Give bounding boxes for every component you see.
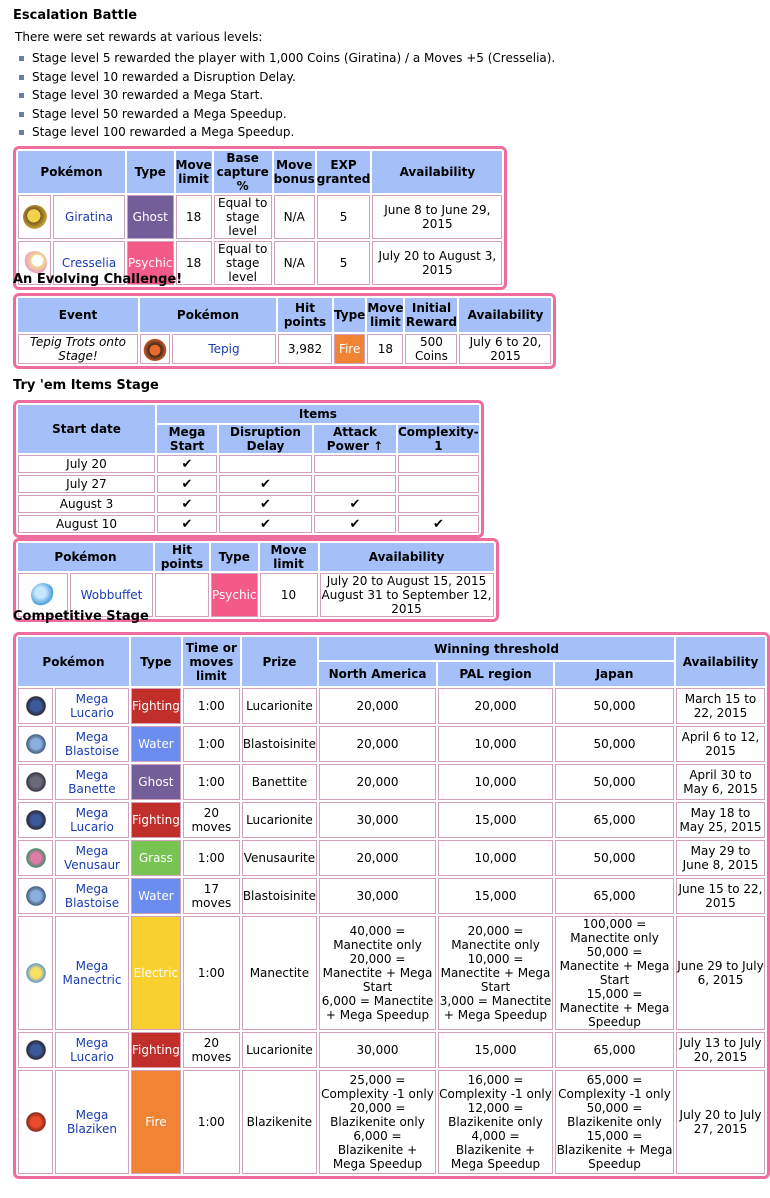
col-header: Pokémon <box>140 298 276 332</box>
col-header: Prize <box>242 637 317 686</box>
threshold-line: 15,000 <box>474 813 517 827</box>
threshold-cell <box>438 1070 553 1174</box>
cell: Banettite <box>242 764 317 800</box>
threshold-line: 20,000 <box>356 851 399 865</box>
threshold-cell <box>319 1070 436 1174</box>
section-title-evolving: An Evolving Challenge! <box>13 272 183 287</box>
check-icon: ✔ <box>157 455 217 473</box>
type-badge: Electric <box>131 916 181 1030</box>
empty-cell <box>398 495 479 513</box>
col-header: Move limit <box>176 151 212 193</box>
threshold-cell <box>438 764 553 800</box>
empty-cell <box>314 455 396 473</box>
mega-blastoise-icon <box>24 884 48 908</box>
threshold-line: 6,000 = Blazikenite + Mega Speedup <box>332 1129 423 1171</box>
col-header: Type <box>334 298 365 332</box>
threshold-cell <box>555 840 674 876</box>
col-header: Mega Start <box>157 425 217 453</box>
pokemon-link[interactable]: Wobbuffet <box>80 588 143 602</box>
empty-cell <box>398 455 479 473</box>
pokemon-link[interactable]: Mega Manectric <box>62 959 122 987</box>
cell <box>18 726 53 762</box>
cell: July 6 to 20, 2015 <box>459 334 551 364</box>
mega-lucario-icon <box>24 694 48 718</box>
evolving-table <box>13 293 556 369</box>
check-icon: ✔ <box>314 515 396 533</box>
section-title-competitive: Competitive Stage <box>13 609 149 624</box>
cell: 18 <box>176 241 212 285</box>
threshold-line: 50,000 <box>593 775 636 789</box>
col-header: Attack Power ↑ <box>314 425 396 453</box>
cell <box>55 1032 129 1068</box>
col-header: Availability <box>676 637 765 686</box>
col-header: Pokémon <box>18 543 153 571</box>
col-header: Pokémon <box>18 151 125 193</box>
threshold-cell <box>438 802 553 838</box>
check-icon: ✔ <box>157 475 217 493</box>
col-header: Availability <box>372 151 502 193</box>
threshold-line: 20,000 = Manectite only <box>451 924 540 952</box>
table-row <box>18 195 502 239</box>
threshold-line: 30,000 <box>356 813 399 827</box>
list-item: Stage level 10 rewarded a Disruption Delay. <box>14 68 555 87</box>
threshold-line: 20,000 <box>356 775 399 789</box>
threshold-cell <box>555 1070 674 1174</box>
threshold-cell <box>319 840 436 876</box>
cell <box>55 840 129 876</box>
col-header: Disruption Delay <box>219 425 312 453</box>
cell: Lucarionite <box>242 802 317 838</box>
cell: Blastoisinite <box>242 878 317 914</box>
threshold-cell <box>555 1032 674 1068</box>
table-row <box>18 916 765 1030</box>
cell <box>18 688 53 724</box>
mega-blastoise-icon <box>24 732 48 756</box>
cell: July 13 to July 20, 2015 <box>676 1032 765 1068</box>
pokemon-link[interactable]: Mega Blastoise <box>64 882 120 910</box>
threshold-line: 100,000 = Manectite only <box>570 917 659 945</box>
table-row <box>18 726 765 762</box>
threshold-line: 16,000 = Complexity -1 only <box>439 1073 552 1101</box>
table-row <box>18 495 479 513</box>
cell <box>18 802 53 838</box>
threshold-line: 15,000 <box>474 1043 517 1057</box>
threshold-line: 20,000 = Blazikenite only <box>330 1101 425 1129</box>
threshold-cell <box>438 688 553 724</box>
threshold-line: 25,000 = Complexity -1 only <box>321 1073 434 1101</box>
giratina-icon <box>23 205 47 229</box>
mega-banette-icon <box>24 770 48 794</box>
empty-cell <box>219 455 312 473</box>
mega-blaziken-icon <box>24 1110 48 1134</box>
cell: Venusaurite <box>242 840 317 876</box>
cell <box>18 840 53 876</box>
event-name: Tepig Trots onto Stage! <box>18 334 138 364</box>
col-header: Hit points <box>278 298 332 332</box>
col-header: Move limit <box>367 298 403 332</box>
cell: 18 <box>176 195 212 239</box>
pokemon-link[interactable]: Mega Lucario <box>70 692 114 720</box>
type-badge: Fire <box>131 1070 181 1174</box>
check-icon: ✔ <box>219 475 312 493</box>
cell: 20 moves <box>183 802 240 838</box>
threshold-cell <box>438 916 553 1030</box>
col-header: Pokémon <box>18 637 129 686</box>
check-icon: ✔ <box>157 495 217 513</box>
cell: 1:00 <box>183 916 240 1030</box>
cell: April 30 to May 6, 2015 <box>676 764 765 800</box>
threshold-line: 20,000 <box>474 699 517 713</box>
cell: Manectite <box>242 916 317 1030</box>
type-badge: Fighting <box>131 1032 181 1068</box>
cell <box>55 764 129 800</box>
table-row <box>18 1070 765 1174</box>
col-header: Type <box>127 151 174 193</box>
pokemon-link[interactable]: Mega Venusaur <box>63 844 120 872</box>
type-badge: Fighting <box>131 688 181 724</box>
cell: 5 <box>317 195 371 239</box>
threshold-line: 4,000 = Blazikenite + Mega Speedup <box>450 1129 541 1171</box>
pokemon-link[interactable]: Mega Lucario <box>70 1036 114 1064</box>
threshold-cell <box>438 726 553 762</box>
escalation-table <box>13 146 507 290</box>
threshold-cell <box>438 1032 553 1068</box>
table-row <box>18 475 479 493</box>
type-badge: Fighting <box>131 802 181 838</box>
check-icon: ✔ <box>219 495 312 513</box>
check-icon: ✔ <box>314 495 396 513</box>
section-title-items: Try 'em Items Stage <box>13 378 159 393</box>
threshold-line: 20,000 <box>356 737 399 751</box>
mega-manectric-icon <box>24 961 48 985</box>
cell: May 18 to May 25, 2015 <box>676 802 765 838</box>
threshold-line: 15,000 <box>474 889 517 903</box>
threshold-cell <box>319 726 436 762</box>
cell <box>18 195 51 239</box>
cell: 1:00 <box>183 1070 240 1174</box>
cell: June 15 to 22, 2015 <box>676 878 765 914</box>
cell <box>172 334 276 364</box>
type-badge: Water <box>131 878 181 914</box>
availability-line: July 20 to August 15, 2015 <box>326 574 487 588</box>
cell <box>18 764 53 800</box>
threshold-line: 50,000 <box>593 851 636 865</box>
cell <box>18 878 53 914</box>
pokemon-link[interactable]: Cresselia <box>61 256 117 270</box>
threshold-line: 10,000 <box>474 775 517 789</box>
list-item: Stage level 5 rewarded the player with 1,000 Coins (Giratina) / a Moves +5 (Cresselia). <box>14 49 555 68</box>
cell: 500 Coins <box>405 334 457 364</box>
threshold-line: 30,000 <box>356 889 399 903</box>
cell: March 15 to 22, 2015 <box>676 688 765 724</box>
pokemon-link[interactable]: Mega Blaziken <box>66 1108 118 1136</box>
cell <box>18 1070 53 1174</box>
cell: 3,982 <box>278 334 332 364</box>
rewards-list <box>14 49 555 142</box>
list-item: Stage level 30 rewarded a Mega Start. <box>14 86 555 105</box>
cell: 18 <box>367 334 403 364</box>
table-row <box>18 688 765 724</box>
col-header: Start date <box>18 405 155 453</box>
cell: Blastoisinite <box>242 726 317 762</box>
cell: 1:00 <box>183 764 240 800</box>
threshold-cell <box>438 840 553 876</box>
mega-lucario-icon <box>24 1038 48 1062</box>
threshold-cell <box>555 726 674 762</box>
check-icon: ✔ <box>398 515 479 533</box>
threshold-cell <box>555 878 674 914</box>
type-badge: Psychic <box>127 241 174 285</box>
threshold-line: 3,000 = Manectite + Mega Speedup <box>439 994 552 1022</box>
cell: July 20 to August 3, 2015 <box>372 241 502 285</box>
cell <box>55 916 129 1030</box>
table-row <box>18 840 765 876</box>
threshold-cell <box>319 878 436 914</box>
type-badge: Ghost <box>127 195 174 239</box>
threshold-cell <box>319 1032 436 1068</box>
cell: N/A <box>274 241 315 285</box>
col-header: Initial Reward <box>405 298 457 332</box>
cell: N/A <box>274 195 315 239</box>
cell <box>18 916 53 1030</box>
list-item: Stage level 100 rewarded a Mega Speedup. <box>14 123 555 142</box>
threshold-line: 10,000 <box>474 737 517 751</box>
col-header: Event <box>18 298 138 332</box>
cell <box>55 802 129 838</box>
col-header: Hit points <box>155 543 209 571</box>
pokemon-link[interactable]: Giratina <box>65 210 113 224</box>
cell: June 8 to June 29, 2015 <box>372 195 502 239</box>
col-header: North America <box>319 662 436 686</box>
col-header: PAL region <box>438 662 553 686</box>
table-row <box>18 515 479 533</box>
pokemon-link[interactable]: Mega Blastoise <box>64 730 120 758</box>
start-date: August 3 <box>18 495 155 513</box>
list-item: Stage level 50 rewarded a Mega Speedup. <box>14 105 555 124</box>
empty-cell <box>398 475 479 493</box>
threshold-line: 12,000 = Blazikenite only <box>448 1101 543 1129</box>
threshold-cell <box>319 764 436 800</box>
threshold-line: 50,000 <box>593 699 636 713</box>
table-row <box>18 764 765 800</box>
threshold-line: 65,000 <box>593 889 636 903</box>
pokemon-link[interactable]: Tepig <box>208 342 240 356</box>
table-row <box>18 802 765 838</box>
cell: 5 <box>317 241 371 285</box>
table-row <box>18 878 765 914</box>
cell <box>155 573 209 617</box>
threshold-cell <box>319 916 436 1030</box>
cell <box>53 195 125 239</box>
cell: Blazikenite <box>242 1070 317 1174</box>
threshold-cell <box>555 764 674 800</box>
threshold-line: 65,000 <box>593 813 636 827</box>
cell: 1:00 <box>183 688 240 724</box>
col-header: Items <box>157 405 479 423</box>
threshold-cell <box>438 878 553 914</box>
cell: May 29 to June 8, 2015 <box>676 840 765 876</box>
col-header: Move limit <box>260 543 318 571</box>
col-header: EXP granted <box>317 151 371 193</box>
cell: Equal to stage level <box>214 241 272 285</box>
col-header: Move bonus <box>274 151 315 193</box>
availability-line: August 31 to September 12, 2015 <box>321 588 492 616</box>
cell <box>55 726 129 762</box>
empty-cell <box>314 475 396 493</box>
wobbuffet-icon <box>31 583 55 607</box>
cell: Equal to stage level <box>214 195 272 239</box>
cell: 1:00 <box>183 840 240 876</box>
col-header: Japan <box>555 662 674 686</box>
col-header: Base capture % <box>214 151 272 193</box>
start-date: July 20 <box>18 455 155 473</box>
type-badge: Ghost <box>131 764 181 800</box>
cell <box>55 1070 129 1174</box>
cell: April 6 to 12, 2015 <box>676 726 765 762</box>
table-row <box>18 455 479 473</box>
threshold-line: 20,000 <box>356 699 399 713</box>
threshold-line: 50,000 = Blazikenite only <box>567 1101 662 1129</box>
col-header: Availability <box>459 298 551 332</box>
threshold-line: 15,000 = Blazikenite + Mega Speedup <box>556 1129 673 1171</box>
table-row <box>18 334 551 364</box>
threshold-line: 65,000 <box>593 1043 636 1057</box>
col-header: Winning threshold <box>319 637 674 660</box>
col-header: Time or moves limit <box>183 637 240 686</box>
pokemon-link[interactable]: Mega Lucario <box>70 806 114 834</box>
type-badge: Water <box>131 726 181 762</box>
cell: July 20 to July 27, 2015 <box>676 1070 765 1174</box>
cell: Lucarionite <box>242 1032 317 1068</box>
threshold-cell <box>555 688 674 724</box>
start-date: August 10 <box>18 515 155 533</box>
check-icon: ✔ <box>157 515 217 533</box>
pokemon-link[interactable]: Mega Banette <box>68 768 116 796</box>
cell: Lucarionite <box>242 688 317 724</box>
cell <box>320 573 494 617</box>
cell <box>140 334 170 364</box>
mega-venusaur-icon <box>24 846 48 870</box>
table-row <box>18 1032 765 1068</box>
threshold-cell <box>555 802 674 838</box>
threshold-line: 15,000 = Manectite + Mega Speedup <box>559 987 670 1029</box>
threshold-cell <box>555 916 674 1030</box>
cell: 17 moves <box>183 878 240 914</box>
tepig-icon <box>143 337 167 361</box>
items-table <box>13 400 484 538</box>
intro-text: There were set rewards at various levels: <box>15 30 263 44</box>
threshold-line: 6,000 = Manectite + Mega Speedup <box>321 994 434 1022</box>
type-badge: Grass <box>131 840 181 876</box>
threshold-line: 50,000 = Manectite + Mega Start <box>559 945 670 987</box>
type-badge: Psychic <box>211 573 258 617</box>
threshold-line: 40,000 = Manectite only <box>333 924 422 952</box>
section-title-escalation: Escalation Battle <box>13 8 138 23</box>
cell: 1:00 <box>183 726 240 762</box>
col-header: Complexity-1 <box>398 425 479 453</box>
threshold-line: 10,000 <box>474 851 517 865</box>
col-header: Availability <box>320 543 494 571</box>
cell: 10 <box>260 573 318 617</box>
cell <box>55 688 129 724</box>
threshold-line: 30,000 <box>356 1043 399 1057</box>
cell <box>18 1032 53 1068</box>
cell: 20 moves <box>183 1032 240 1068</box>
threshold-line: 50,000 <box>593 737 636 751</box>
threshold-line: 65,000 = Complexity -1 only <box>558 1073 671 1101</box>
start-date: July 27 <box>18 475 155 493</box>
threshold-cell <box>319 802 436 838</box>
threshold-line: 10,000 = Manectite + Mega Start <box>440 952 551 994</box>
mega-lucario-icon <box>24 808 48 832</box>
threshold-line: 20,000 = Manectite + Mega Start <box>322 952 433 994</box>
cell <box>55 878 129 914</box>
check-icon: ✔ <box>219 515 312 533</box>
col-header: Type <box>211 543 258 571</box>
type-badge: Fire <box>334 334 365 364</box>
threshold-cell <box>319 688 436 724</box>
col-header: Type <box>131 637 181 686</box>
competitive-table <box>13 632 770 1179</box>
cell: June 29 to July 6, 2015 <box>676 916 765 1030</box>
